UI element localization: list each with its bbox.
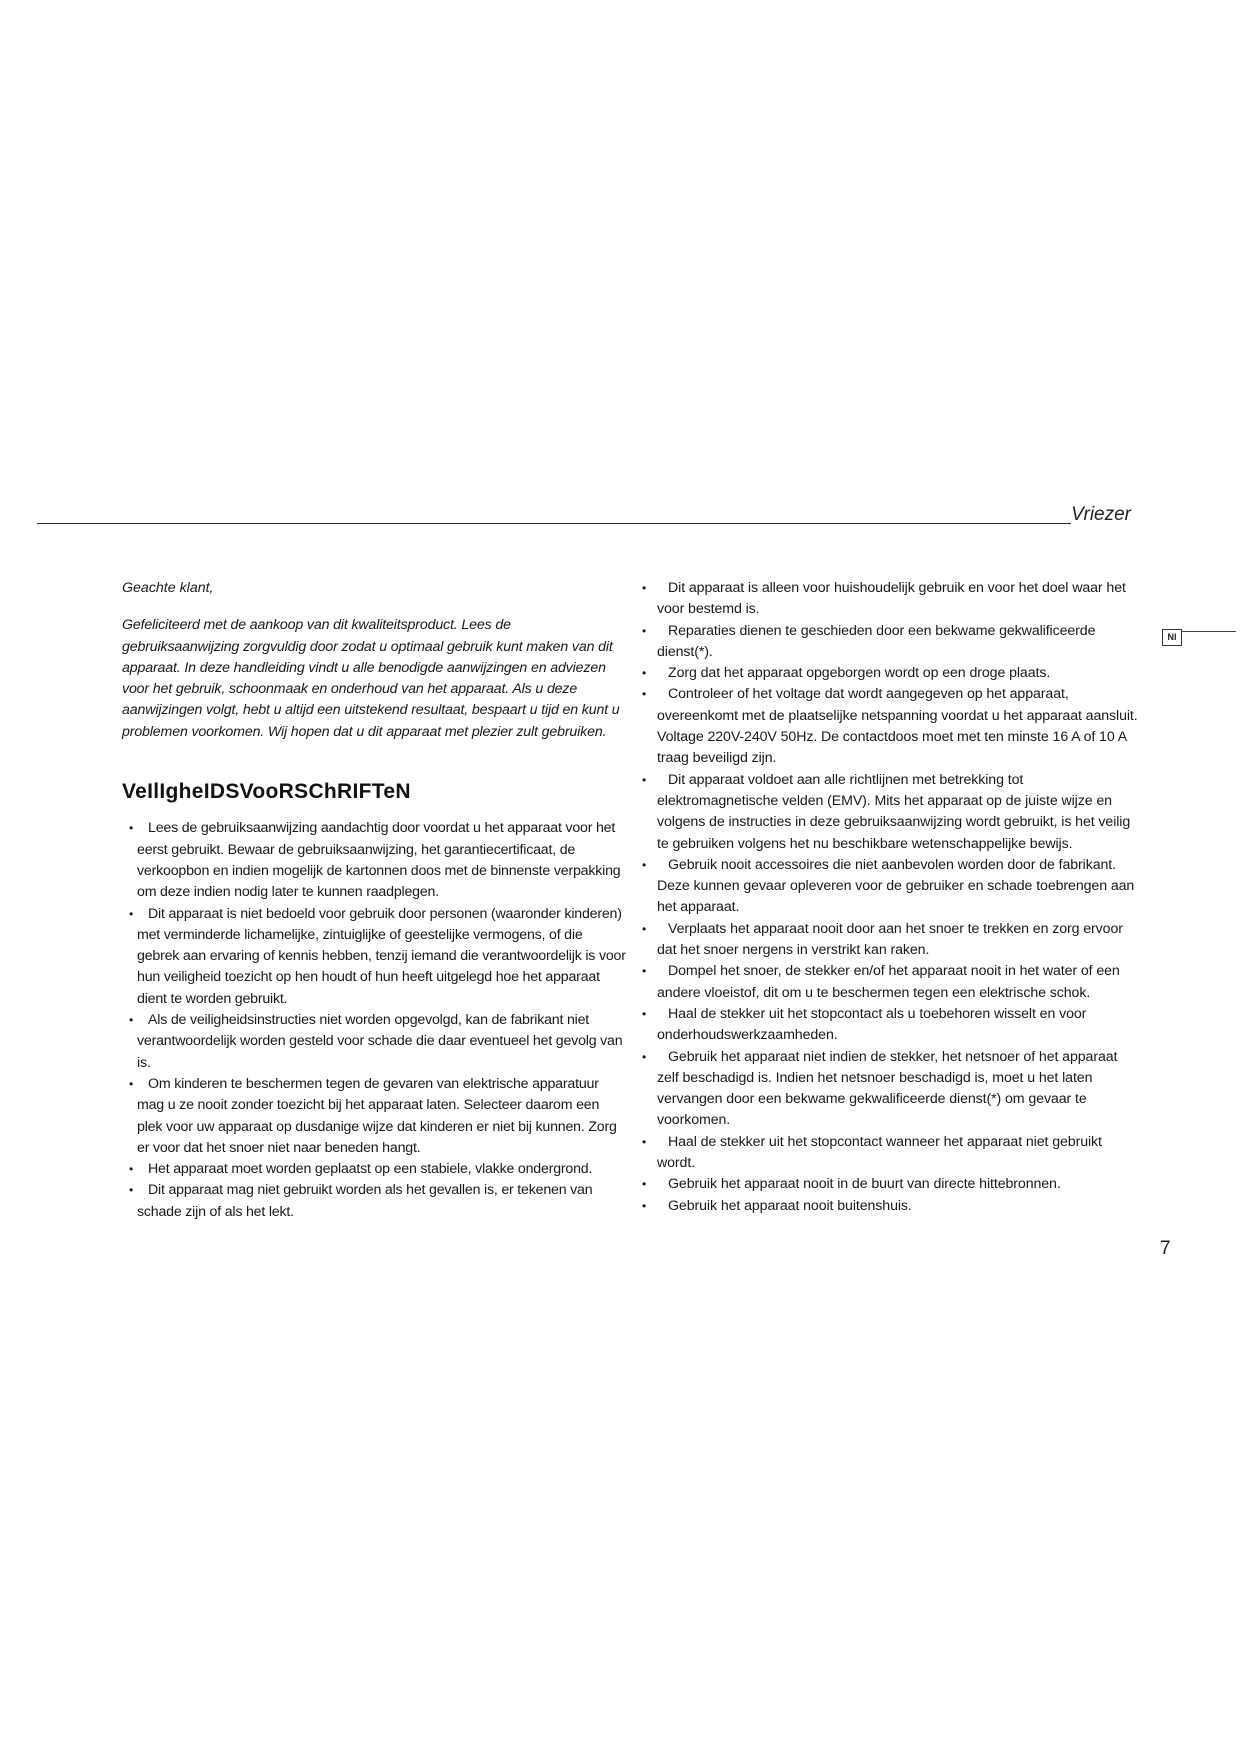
list-item-text: Haal de stekker uit het stopcontact als u toebehoren wisselt en voor onderhoudswerkzaamheden. [657,1005,1087,1044]
list-item [642,961,1142,1004]
intro-paragraph: Gefeliciteerd met de aankoop van dit kwaliteitsproduct. Lees de gebruiksaanwijzing zorgvuldig door zodat u optimaal gebruik kunt maken van dit apparaat. In deze handleiding vindt u alle benodigde aanwijzingen en adviezen voor het gebruik, schoonmaak en onderhoud van het apparaat. Als u deze aanwijzingen volgt, hebt u altijd een uitstekend resultaat, bespaart u tijd en kunt u problemen voorkomen. Wij hopen dat u dit apparaat met plezier zult gebruiken. [122,617,620,740]
left-column [122,578,627,1223]
list-item-text: Lees de gebruiksaanwijzing aandachtig door voordat u het apparaat voor het eerst gebruikt. Bewaar de gebruiksaanwijzing, het garantiecertificaat, de verkoopbon en indien mogelijk de kartonnen doos met de binnenste verpakking om deze indien nodig later te kunnen raadplegen. [137,820,621,901]
list-item-text: Controleer of het voltage dat wordt aangegeven op het apparaat, overeenkomt met de plaatselijke netspanning voordat u het apparaat aansluit. Voltage 220V-240V 50Hz. De contactdoos moet met ten minste 16 A of 10 A traag beveiligd zijn. [657,686,1138,767]
list-item [642,855,1142,919]
list-item [122,1010,627,1074]
right-column [642,578,1142,1217]
list-item-text: Dompel het snoer, de stekker en/of het apparaat nooit in het water of een andere vloeistof, dit om u te beschermen tegen een elektrische schok. [657,963,1120,1001]
language-tab-line [1178,631,1236,632]
list-item [642,1047,1142,1132]
greeting: Geachte klant, [122,580,214,596]
list-item-text: Gebruik het apparaat nooit buitenshuis. [668,1197,912,1214]
list-item [122,1074,627,1159]
list-item [642,684,1142,769]
list-item [122,904,627,1010]
list-item [642,621,1142,664]
list-item [642,919,1142,962]
list-item [122,1180,627,1223]
list-item-text: Dit apparaat mag niet gebruikt worden als het gevallen is, er tekenen van schade zijn of als het lekt. [137,1182,593,1220]
list-item-text: Verplaats het apparaat nooit door aan het snoer te trekken en zorg ervoor dat het snoer nergens in verstrikt kan raken. [657,920,1123,959]
page-header-title: Vriezer [1071,504,1131,525]
list-item-text: Gebruik nooit accessoires die niet aanbevolen worden door de fabrikant. Deze kunnen gevaar opleveren voor de gebruiker en schade toebrengen aan het apparaat. [657,856,1135,916]
list-item-text: Om kinderen te beschermen tegen de gevaren van elektrische apparatuur mag u ze nooit zonder toezicht bij het apparaat laten. Selecteer daarom een plek voor uw apparaat op dusdanige wijze dat kinderen er niet bij kunnen. Zorg er voor dat het snoer niet naar beneden hangt. [137,1075,617,1156]
list-item-text: Dit apparaat is alleen voor huishoudelijk gebruik en voor het doel waar het voor bestemd is. [657,580,1126,618]
list-item-text: Dit apparaat voldoet aan alle richtlijnen met betrekking tot elektromagnetische velden (EMV). Mits het apparaat op de juiste wijze en volgens de instructies in deze gebruiksaanwijzing wordt gebruikt, is het veilig te gebruiken volgens het nu beschikbare wetenschappelijke bewijs. [657,771,1131,852]
header-rule [37,523,1071,524]
right-bullet-list [642,578,1142,1217]
list-item [642,578,1142,621]
list-item [642,1132,1142,1175]
list-item [642,1196,1142,1217]
list-item-text: Als de veiligheidsinstructies niet worden opgevolgd, kan de fabrikant niet verantwoordelijk worden gesteld voor schade die daar eventueel het gevolg van is. [137,1012,623,1071]
list-item-text: Haal de stekker uit het stopcontact wanneer het apparaat niet gebruikt wordt. [657,1133,1102,1172]
list-item [122,1159,627,1180]
language-badge: Nl [1162,629,1182,646]
list-item [642,770,1142,855]
list-item-text: Zorg dat het apparaat opgeborgen wordt op een droge plaats. [668,665,1051,682]
page-number: 7 [1160,1238,1171,1259]
list-item-text: Dit apparaat is niet bedoeld voor gebruik door personen (waaronder kinderen) met verminderde lichamelijke, zintuiglijke of geestelijke vermogens, of die gebrek aan ervaring of kennis hebben, tenzij iemand die verantwoordelijk is voor hun veiligheid toezicht op hen houdt of hun heeft uitgelegd hoe het apparaat dient te worden gebruikt. [137,905,626,1007]
section-title: VeIlIgheIDSVooRSChRIFTeN [122,780,411,804]
language-tab [1162,629,1238,649]
list-item [642,663,1142,684]
left-bullet-list [122,818,627,1223]
list-item [642,1004,1142,1047]
list-item-text: Het apparaat moet worden geplaatst op een stabiele, vlakke ondergrond. [148,1161,593,1178]
list-item-text: Gebruik het apparaat niet indien de stekker, het netsnoer of het apparaat zelf beschadigd is. Indien het netsnoer beschadigd is, moet u het laten vervangen door een bekwame gekwalificeerde dienst(*) om gevaar te voorkomen. [657,1048,1118,1129]
list-item [642,1174,1142,1195]
list-item-text: Reparaties dienen te geschieden door een bekwame gekwalificeerde dienst(*). [657,622,1096,660]
list-item [122,818,627,903]
list-item-text: Gebruik het apparaat nooit in de buurt van directe hittebronnen. [668,1176,1061,1193]
